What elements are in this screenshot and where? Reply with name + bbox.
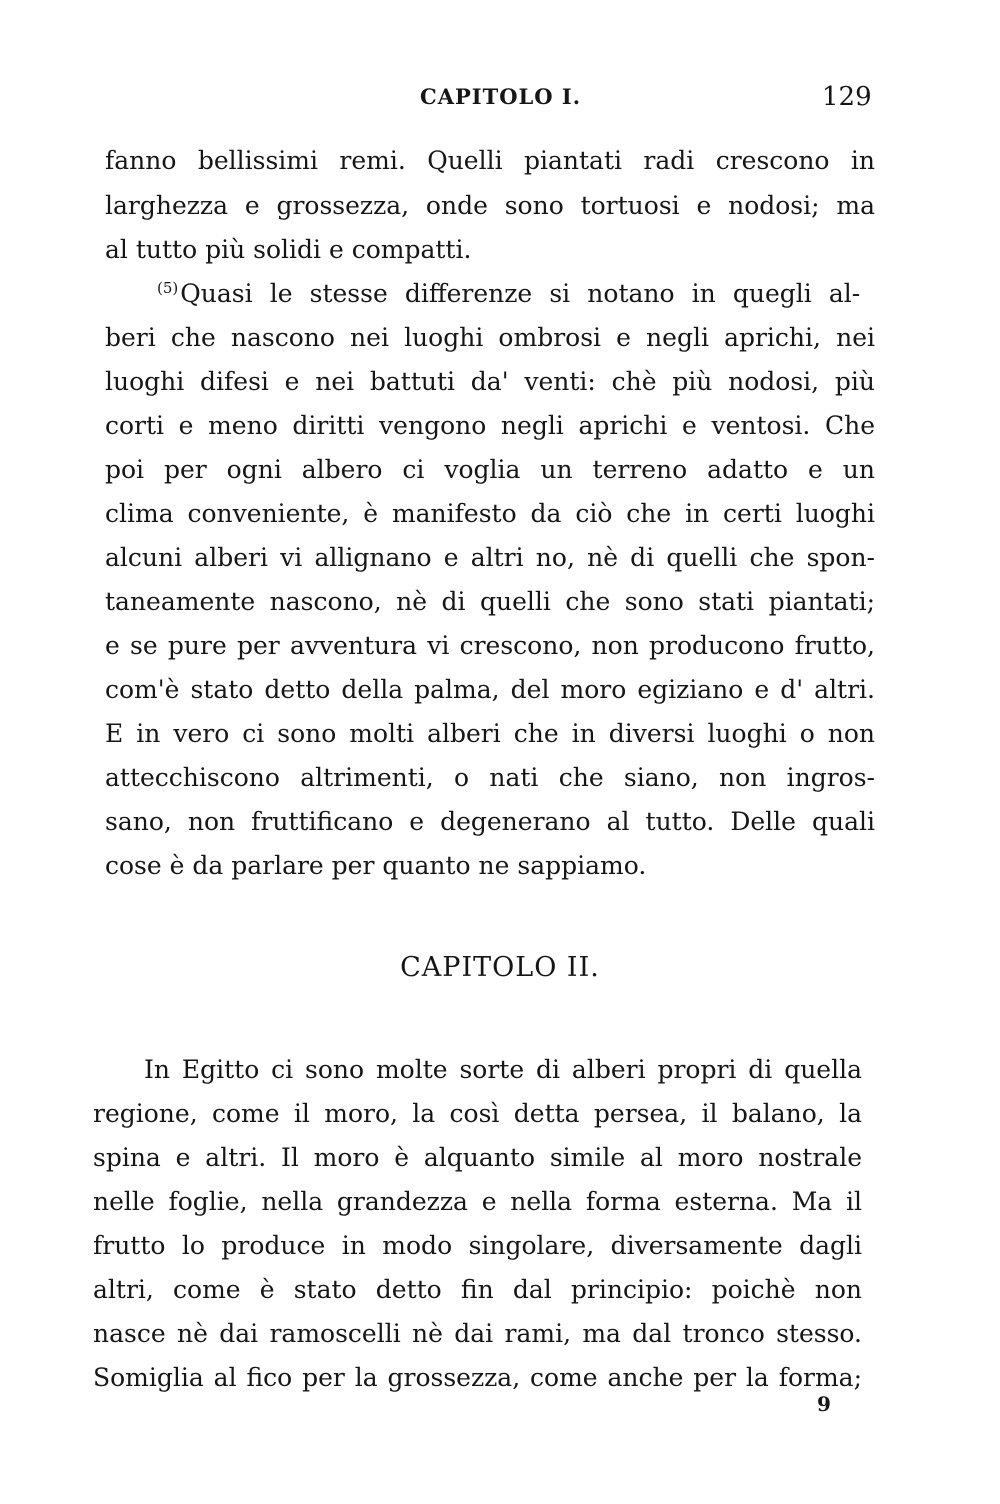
text-line: nelle foglie, nella grandezza e nella forma esterna. Ma il bbox=[93, 1187, 862, 1216]
text-line: Somiglia al fico per la grossezza, come anche per la forma; bbox=[93, 1363, 862, 1392]
text-line: fanno bellissimi remi. Quelli piantati radi crescono in bbox=[105, 146, 875, 175]
text-line: alcuni alberi vi allignano e altri no, nè di quelli che spon- bbox=[105, 543, 875, 572]
text-line: al tutto più solidi e compatti. bbox=[105, 235, 472, 264]
text-line: frutto lo produce in modo singolare, diversamente dagli bbox=[93, 1231, 862, 1260]
text-line: e se pure per avventura vi crescono, non producono frutto, bbox=[105, 631, 875, 660]
text-line: sano, non fruttificano e degenerano al tutto. Delle quali bbox=[105, 807, 875, 836]
text-line: E in vero ci sono molti alberi che in diversi luoghi o non bbox=[105, 719, 875, 748]
text-line: beri che nascono nei luoghi ombrosi e negli aprichi, nei bbox=[105, 323, 875, 352]
text-line: In Egitto ci sono molte sorte di alberi propri di quella bbox=[144, 1055, 862, 1084]
running-head: CAPITOLO I. bbox=[420, 84, 582, 109]
signature-mark: 9 bbox=[817, 1392, 831, 1416]
text-line bbox=[157, 279, 875, 309]
text-line: altri, come è stato detto fin dal principio: poichè non bbox=[93, 1275, 862, 1304]
text-line: luoghi difesi e nei battuti da' venti: chè più nodosi, più bbox=[105, 367, 875, 396]
text-line: attecchiscono altrimenti, o nati che siano, non ingros- bbox=[105, 763, 875, 792]
text-line: cose è da parlare per quanto ne sappiamo. bbox=[105, 851, 647, 880]
text-line: spina e altri. Il moro è alquanto simile al moro nostrale bbox=[93, 1143, 862, 1172]
chapter-title: CAPITOLO II. bbox=[400, 952, 600, 983]
text-line: poi per ogni albero ci voglia un terreno adatto e un bbox=[105, 455, 875, 484]
page-number: 129 bbox=[822, 82, 872, 112]
text-line: com'è stato detto della palma, del moro egiziano e d' altri. bbox=[105, 675, 875, 704]
note-marker: (5) bbox=[157, 279, 179, 297]
text-line: clima conveniente, è manifesto da ciò che in certi luoghi bbox=[105, 499, 875, 528]
text-line: taneamente nascono, nè di quelli che sono stati piantati; bbox=[105, 587, 875, 616]
text-line: regione, come il moro, la così detta persea, il balano, la bbox=[93, 1099, 862, 1128]
text-line-content: Quasi le stesse differenze si notano in quegli al- bbox=[180, 279, 861, 309]
text-line: nasce nè dai ramoscelli nè dai rami, ma dal tronco stesso. bbox=[93, 1319, 862, 1348]
text-line: corti e meno diritti vengono negli aprichi e ventosi. Che bbox=[105, 411, 875, 440]
text-line: larghezza e grossezza, onde sono tortuosi e nodosi; ma bbox=[105, 191, 875, 220]
